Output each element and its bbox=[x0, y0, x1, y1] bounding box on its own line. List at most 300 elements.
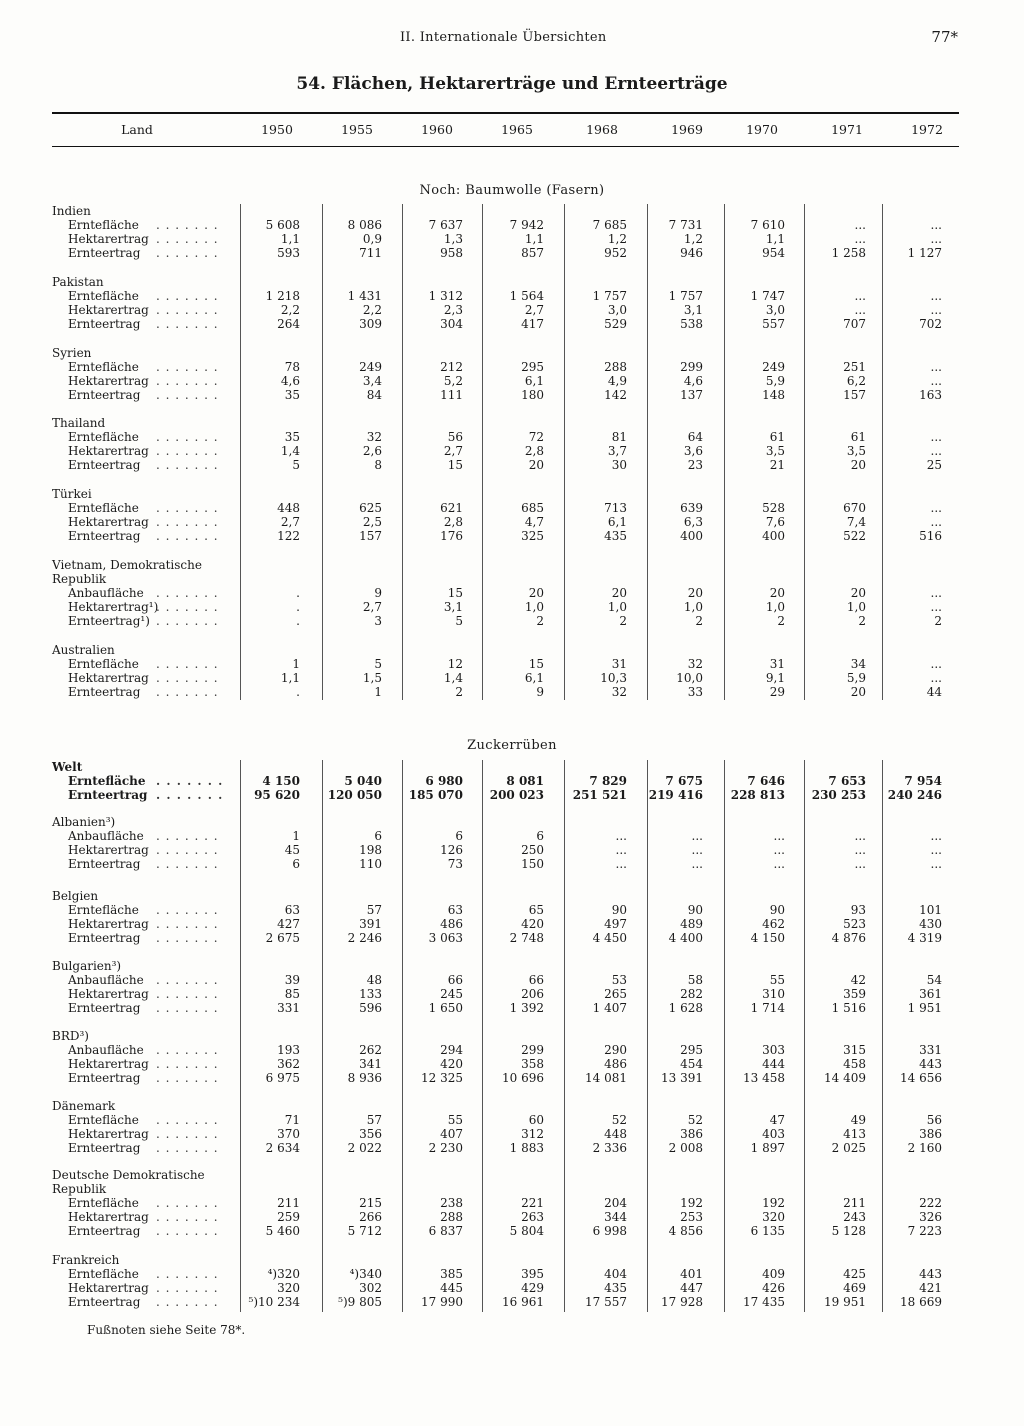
table-cell: 16 961 bbox=[502, 1295, 544, 1309]
table-cell: 2 748 bbox=[509, 931, 544, 945]
col-header-1965: 1965 bbox=[501, 122, 533, 137]
table-cell: 361 bbox=[919, 987, 942, 1001]
table-cell: 2 bbox=[777, 614, 785, 628]
row-label: Hektarertrag bbox=[68, 843, 149, 857]
table-cell: 429 bbox=[521, 1281, 544, 1295]
table-cell: 299 bbox=[521, 1043, 544, 1057]
table-cell: 593 bbox=[277, 246, 300, 260]
table-row bbox=[52, 1210, 959, 1224]
table-cell: 137 bbox=[680, 388, 703, 402]
table-cell: 1 714 bbox=[750, 1001, 785, 1015]
table-cell: 9 bbox=[536, 685, 544, 699]
table-cell: 7 610 bbox=[750, 218, 785, 232]
table-cell: 262 bbox=[359, 1043, 382, 1057]
table-cell: 403 bbox=[762, 1127, 785, 1141]
table-row bbox=[52, 973, 959, 987]
table-cell: 42 bbox=[850, 973, 866, 987]
table-cell: 8 081 bbox=[506, 774, 544, 788]
table-row bbox=[52, 529, 959, 543]
table-cell: 9,1 bbox=[765, 671, 785, 685]
table-cell: 309 bbox=[359, 317, 382, 331]
table-cell: 111 bbox=[440, 388, 463, 402]
table-cell: 17 435 bbox=[743, 1295, 785, 1309]
table-cell: 1 218 bbox=[265, 289, 300, 303]
table-cell: 3 bbox=[374, 614, 382, 628]
table-cell: 5 bbox=[292, 458, 300, 472]
table-cell: 238 bbox=[440, 1196, 463, 1210]
leader-dots: . . . . . . . bbox=[156, 246, 219, 260]
table-cell: 13 458 bbox=[743, 1071, 785, 1085]
table-cell: ... bbox=[773, 829, 785, 843]
table-row bbox=[52, 1127, 959, 1141]
table-cell: 49 bbox=[850, 1113, 866, 1127]
leader-dots: . . . . . . . bbox=[156, 614, 219, 628]
table-cell: 447 bbox=[680, 1281, 703, 1295]
row-label: Ernteertrag bbox=[68, 529, 141, 543]
table-cell: 3,0 bbox=[607, 303, 627, 317]
table-cell: 6 980 bbox=[425, 774, 463, 788]
table-cell: 185 070 bbox=[408, 788, 463, 802]
table-cell: 1 bbox=[292, 829, 300, 843]
table-cell: 44 bbox=[926, 685, 942, 699]
table-cell: 523 bbox=[843, 917, 866, 931]
col-header-1950: 1950 bbox=[261, 122, 293, 137]
table-cell: 1,1 bbox=[280, 671, 300, 685]
table-cell: 288 bbox=[440, 1210, 463, 1224]
table-cell: 29 bbox=[769, 685, 785, 699]
col-header-1970: 1970 bbox=[746, 122, 778, 137]
table-cell: 2,6 bbox=[362, 444, 382, 458]
table-cell: 250 bbox=[521, 843, 544, 857]
table-cell: 12 325 bbox=[421, 1071, 463, 1085]
leader-dots: . . . . . . . bbox=[156, 600, 219, 614]
table-cell: 430 bbox=[919, 917, 942, 931]
leader-dots: . . . . . . . bbox=[156, 1127, 219, 1141]
table-cell: 1 757 bbox=[668, 289, 703, 303]
table-cell: 5 460 bbox=[265, 1224, 300, 1238]
leader-dots: . . . . . . . bbox=[156, 788, 224, 802]
table-cell: 23 bbox=[687, 458, 703, 472]
table-cell: 670 bbox=[843, 501, 866, 515]
table-cell: 1 516 bbox=[831, 1001, 866, 1015]
table-cell: 312 bbox=[521, 1127, 544, 1141]
table-cell: 222 bbox=[919, 1196, 942, 1210]
page-number: 77* bbox=[931, 28, 958, 46]
table-row bbox=[52, 317, 959, 331]
table-cell: 17 557 bbox=[585, 1295, 627, 1309]
table-cell: 2,7 bbox=[280, 515, 300, 529]
leader-dots: . . . . . . . bbox=[156, 303, 219, 317]
table-cell: 4 856 bbox=[668, 1224, 703, 1238]
table-cell: 420 bbox=[521, 917, 544, 931]
row-label: Erntefläche bbox=[68, 1113, 139, 1127]
leader-dots: . . . . . . . bbox=[156, 1210, 219, 1224]
table-cell: 15 bbox=[447, 458, 463, 472]
country-group bbox=[52, 889, 959, 945]
table-cell: 35 bbox=[284, 388, 300, 402]
table-cell: 198 bbox=[359, 843, 382, 857]
table-cell: 359 bbox=[843, 987, 866, 1001]
leader-dots: . . . . . . . bbox=[156, 657, 219, 671]
table-cell: 259 bbox=[277, 1210, 300, 1224]
table-cell: 3,1 bbox=[683, 303, 703, 317]
country-name bbox=[52, 572, 959, 586]
table-cell: 15 bbox=[447, 586, 463, 600]
table-row bbox=[52, 788, 959, 802]
row-label: Hektarertrag bbox=[68, 303, 149, 317]
table-cell: 101 bbox=[919, 903, 942, 917]
country-group bbox=[52, 760, 959, 802]
table-cell: 5 608 bbox=[265, 218, 300, 232]
table-cell: 370 bbox=[277, 1127, 300, 1141]
table-cell: 17 990 bbox=[421, 1295, 463, 1309]
table-row bbox=[52, 1224, 959, 1238]
table-cell: 320 bbox=[762, 1210, 785, 1224]
row-label: Erntefläche bbox=[68, 430, 139, 444]
table-row bbox=[52, 289, 959, 303]
table-cell: 6 135 bbox=[750, 1224, 785, 1238]
row-label: Erntefläche bbox=[68, 657, 139, 671]
table-cell: 4 876 bbox=[831, 931, 866, 945]
table-cell: 1 897 bbox=[750, 1141, 785, 1155]
table-row bbox=[52, 360, 959, 374]
country-name bbox=[52, 558, 959, 572]
table-cell: 400 bbox=[762, 529, 785, 543]
table-cell: 47 bbox=[769, 1113, 785, 1127]
leader-dots: . . . . . . . bbox=[156, 374, 219, 388]
table-cell: 639 bbox=[680, 501, 703, 515]
country-name bbox=[52, 815, 959, 829]
table-cell: 386 bbox=[919, 1127, 942, 1141]
table-cell: 420 bbox=[440, 1057, 463, 1071]
table-row bbox=[52, 388, 959, 402]
table-cell: 20 bbox=[528, 586, 544, 600]
table-row bbox=[52, 444, 959, 458]
table-cell: 7,6 bbox=[765, 515, 785, 529]
table-cell: ... bbox=[615, 843, 627, 857]
table-cell: 249 bbox=[762, 360, 785, 374]
row-label: Ernteertrag bbox=[68, 685, 141, 699]
table-cell: 282 bbox=[680, 987, 703, 1001]
table-cell: 20 bbox=[850, 458, 866, 472]
table-cell: 1 564 bbox=[509, 289, 544, 303]
table-cell: 1,0 bbox=[524, 600, 544, 614]
table-cell: 61 bbox=[769, 430, 785, 444]
table-cell: 60 bbox=[528, 1113, 544, 1127]
leader-dots: . . . . . . . bbox=[156, 1267, 219, 1281]
table-cell: 2 008 bbox=[668, 1141, 703, 1155]
table-cell: 120 050 bbox=[327, 788, 382, 802]
table-cell: 444 bbox=[762, 1057, 785, 1071]
table-cell: 3,5 bbox=[765, 444, 785, 458]
table-cell: 20 bbox=[769, 586, 785, 600]
table-cell: 73 bbox=[447, 857, 463, 871]
table-cell: 5 bbox=[455, 614, 463, 628]
table-row bbox=[52, 843, 959, 857]
table-cell: 4 150 bbox=[262, 774, 300, 788]
leader-dots: . . . . . . . bbox=[156, 1057, 219, 1071]
row-label: Erntefläche bbox=[68, 774, 146, 788]
country-group bbox=[52, 1099, 959, 1155]
table-cell: 52 bbox=[611, 1113, 627, 1127]
table-cell: 5 128 bbox=[831, 1224, 866, 1238]
table-cell: 122 bbox=[277, 529, 300, 543]
table-cell: 53 bbox=[611, 973, 627, 987]
row-label: Anbaufläche bbox=[68, 829, 144, 843]
country-name bbox=[52, 1182, 959, 1196]
table-cell: 362 bbox=[277, 1057, 300, 1071]
row-label: Anbaufläche bbox=[68, 586, 144, 600]
table-cell: 2 bbox=[934, 614, 942, 628]
country-group bbox=[52, 1168, 959, 1238]
table-cell: 133 bbox=[359, 987, 382, 1001]
table-cell: 14 656 bbox=[900, 1071, 942, 1085]
table-cell: 2 634 bbox=[265, 1141, 300, 1155]
table-cell: 4,7 bbox=[524, 515, 544, 529]
table-row bbox=[52, 1043, 959, 1057]
table-cell: 56 bbox=[926, 1113, 942, 1127]
table-cell: 4,6 bbox=[683, 374, 703, 388]
row-label: Erntefläche bbox=[68, 360, 139, 374]
row-label: Hektarertrag bbox=[68, 1057, 149, 1071]
header-rule bbox=[52, 146, 959, 147]
table-cell: 445 bbox=[440, 1281, 463, 1295]
table-cell: 90 bbox=[611, 903, 627, 917]
running-header bbox=[0, 30, 1024, 54]
country-group bbox=[52, 558, 959, 628]
leader-dots: . . . . . . . bbox=[156, 317, 219, 331]
table-row bbox=[52, 1141, 959, 1155]
country-group bbox=[52, 815, 959, 871]
leader-dots: . . . . . . . bbox=[156, 774, 224, 788]
leader-dots: . . . . . . . bbox=[156, 917, 219, 931]
table-row bbox=[52, 246, 959, 260]
table-cell: 63 bbox=[284, 903, 300, 917]
table-cell: 1,3 bbox=[443, 232, 463, 246]
table-cell: 2,5 bbox=[362, 515, 382, 529]
table-cell: 3,5 bbox=[846, 444, 866, 458]
table-cell: 20 bbox=[687, 586, 703, 600]
table-cell: 56 bbox=[447, 430, 463, 444]
table-cell: 90 bbox=[687, 903, 703, 917]
table-cell: 200 023 bbox=[489, 788, 544, 802]
table-cell: ... bbox=[930, 218, 942, 232]
running-header-section: II. Internationale Übersichten bbox=[400, 30, 607, 45]
country-name bbox=[52, 487, 959, 501]
row-label: Hektarertrag bbox=[68, 232, 149, 246]
leader-dots: . . . . . . . bbox=[156, 843, 219, 857]
table-row bbox=[52, 857, 959, 871]
table-cell: 1,1 bbox=[765, 232, 785, 246]
table-cell: 1,0 bbox=[683, 600, 703, 614]
table-cell: ... bbox=[930, 232, 942, 246]
leader-dots: . . . . . . . bbox=[156, 501, 219, 515]
table-cell: ... bbox=[691, 857, 703, 871]
table-cell: 48 bbox=[366, 973, 382, 987]
table-cell: 435 bbox=[604, 1281, 627, 1295]
row-label: Ernteertrag bbox=[68, 931, 141, 945]
table-cell: 251 521 bbox=[572, 788, 627, 802]
table-cell: 18 669 bbox=[900, 1295, 942, 1309]
table-cell: 6 975 bbox=[265, 1071, 300, 1085]
table-cell: 404 bbox=[604, 1267, 627, 1281]
table-cell: ... bbox=[854, 232, 866, 246]
section-band-title: Noch: Baumwolle (Fasern) bbox=[419, 183, 605, 198]
row-label: Hektarertrag¹) bbox=[68, 600, 159, 614]
table-cell: 358 bbox=[521, 1057, 544, 1071]
table-cell: 426 bbox=[762, 1281, 785, 1295]
table-cell: ... bbox=[615, 857, 627, 871]
country-name-text: Pakistan bbox=[52, 275, 104, 289]
row-label: Ernteertrag bbox=[68, 317, 141, 331]
country-name bbox=[52, 346, 959, 360]
table-cell: 6 837 bbox=[428, 1224, 463, 1238]
table-cell: 84 bbox=[366, 388, 382, 402]
table-cell: ... bbox=[854, 857, 866, 871]
table-cell: 2 bbox=[858, 614, 866, 628]
table-cell: 6,1 bbox=[524, 374, 544, 388]
table-cell: 150 bbox=[521, 857, 544, 871]
table-cell: 425 bbox=[843, 1267, 866, 1281]
table-cell: 702 bbox=[919, 317, 942, 331]
table-cell: 5,9 bbox=[846, 671, 866, 685]
row-label: Ernteertrag bbox=[68, 458, 141, 472]
table-cell: ... bbox=[854, 843, 866, 857]
table-cell: 538 bbox=[680, 317, 703, 331]
table-cell: ... bbox=[930, 843, 942, 857]
table-cell: 711 bbox=[359, 246, 382, 260]
table-row bbox=[52, 1267, 959, 1281]
country-name-text: Syrien bbox=[52, 346, 92, 360]
table-cell: 331 bbox=[277, 1001, 300, 1015]
table-cell: 486 bbox=[604, 1057, 627, 1071]
table-cell: 7 637 bbox=[428, 218, 463, 232]
table-row bbox=[52, 374, 959, 388]
table-cell: 19 951 bbox=[824, 1295, 866, 1309]
row-label: Anbaufläche bbox=[68, 1043, 144, 1057]
row-label: Ernteertrag bbox=[68, 1224, 141, 1238]
table-cell: . bbox=[296, 600, 300, 614]
table-cell: 435 bbox=[604, 529, 627, 543]
country-name-text: Vietnam, Demokratische bbox=[52, 558, 202, 572]
table-cell: 522 bbox=[843, 529, 866, 543]
table-cell: 7 653 bbox=[828, 774, 866, 788]
table-cell: ... bbox=[930, 303, 942, 317]
table-cell: 448 bbox=[277, 501, 300, 515]
table-row bbox=[52, 671, 959, 685]
table-cell: 32 bbox=[687, 657, 703, 671]
table-cell: 85 bbox=[284, 987, 300, 1001]
row-label: Erntefläche bbox=[68, 289, 139, 303]
table-cell: 1 431 bbox=[347, 289, 382, 303]
table-cell: 7 675 bbox=[665, 774, 703, 788]
table-cell: ... bbox=[930, 444, 942, 458]
table-cell: 6 998 bbox=[592, 1224, 627, 1238]
table-cell: 427 bbox=[277, 917, 300, 931]
table-cell: 1,0 bbox=[607, 600, 627, 614]
table-cell: 9 bbox=[374, 586, 382, 600]
country-name bbox=[52, 959, 959, 973]
table-cell: 400 bbox=[680, 529, 703, 543]
table-cell: 265 bbox=[604, 987, 627, 1001]
leader-dots: . . . . . . . bbox=[156, 685, 219, 699]
table-row bbox=[52, 501, 959, 515]
table-cell: 486 bbox=[440, 917, 463, 931]
table-row bbox=[52, 614, 959, 628]
table-row bbox=[52, 515, 959, 529]
table-cell: 212 bbox=[440, 360, 463, 374]
country-group bbox=[52, 346, 959, 402]
table-cell: 17 928 bbox=[661, 1295, 703, 1309]
table-cell: 326 bbox=[919, 1210, 942, 1224]
table-cell: 946 bbox=[680, 246, 703, 260]
table-cell: 66 bbox=[447, 973, 463, 987]
table-cell: 421 bbox=[919, 1281, 942, 1295]
table-cell: 391 bbox=[359, 917, 382, 931]
table-cell: 1,0 bbox=[765, 600, 785, 614]
table-cell: 1 747 bbox=[750, 289, 785, 303]
table-cell: 0,9 bbox=[362, 232, 382, 246]
table-cell: 4,9 bbox=[607, 374, 627, 388]
table-cell: 469 bbox=[843, 1281, 866, 1295]
table-cell: 148 bbox=[762, 388, 785, 402]
table-cell: 20 bbox=[611, 586, 627, 600]
table-cell: 294 bbox=[440, 1043, 463, 1057]
leader-dots: . . . . . . . bbox=[156, 529, 219, 543]
table-cell: 93 bbox=[850, 903, 866, 917]
country-name-text: Dänemark bbox=[52, 1099, 116, 1113]
table-cell: 2 675 bbox=[265, 931, 300, 945]
table-cell: 443 bbox=[919, 1267, 942, 1281]
table-cell: 10 696 bbox=[502, 1071, 544, 1085]
table-cell: 454 bbox=[680, 1057, 703, 1071]
table-cell: 264 bbox=[277, 317, 300, 331]
table-cell: 30 bbox=[611, 458, 627, 472]
table-cell: 58 bbox=[687, 973, 703, 987]
footnote-reference: Fußnoten siehe Seite 78*. bbox=[87, 1323, 246, 1337]
table-cell: 2,7 bbox=[362, 600, 382, 614]
table-cell: 4 400 bbox=[668, 931, 703, 945]
table-cell: 6,2 bbox=[846, 374, 866, 388]
table-cell: ... bbox=[930, 829, 942, 843]
leader-dots: . . . . . . . bbox=[156, 829, 219, 843]
table-cell: 4 450 bbox=[592, 931, 627, 945]
table-cell: 1 312 bbox=[428, 289, 463, 303]
table-cell: 1 bbox=[374, 685, 382, 699]
col-header-1969: 1969 bbox=[671, 122, 703, 137]
table-cell: ... bbox=[691, 829, 703, 843]
row-label: Hektarertrag bbox=[68, 671, 149, 685]
table-row bbox=[52, 1001, 959, 1015]
table-cell: 2,3 bbox=[443, 303, 463, 317]
table-cell: 95 620 bbox=[254, 788, 300, 802]
table-cell: 2 bbox=[695, 614, 703, 628]
table-cell: 325 bbox=[521, 529, 544, 543]
table-cell: ... bbox=[930, 501, 942, 515]
table-cell: 14 409 bbox=[824, 1071, 866, 1085]
table-cell: 21 bbox=[769, 458, 785, 472]
table-cell: 266 bbox=[359, 1210, 382, 1224]
table-cell: 3,4 bbox=[362, 374, 382, 388]
table-cell: 295 bbox=[521, 360, 544, 374]
table-cell: 7 685 bbox=[592, 218, 627, 232]
table-cell: 57 bbox=[366, 1113, 382, 1127]
table-cell: 211 bbox=[277, 1196, 300, 1210]
table-row bbox=[52, 917, 959, 931]
table-cell: 157 bbox=[359, 529, 382, 543]
table-cell: 489 bbox=[680, 917, 703, 931]
table-cell: 3 063 bbox=[428, 931, 463, 945]
